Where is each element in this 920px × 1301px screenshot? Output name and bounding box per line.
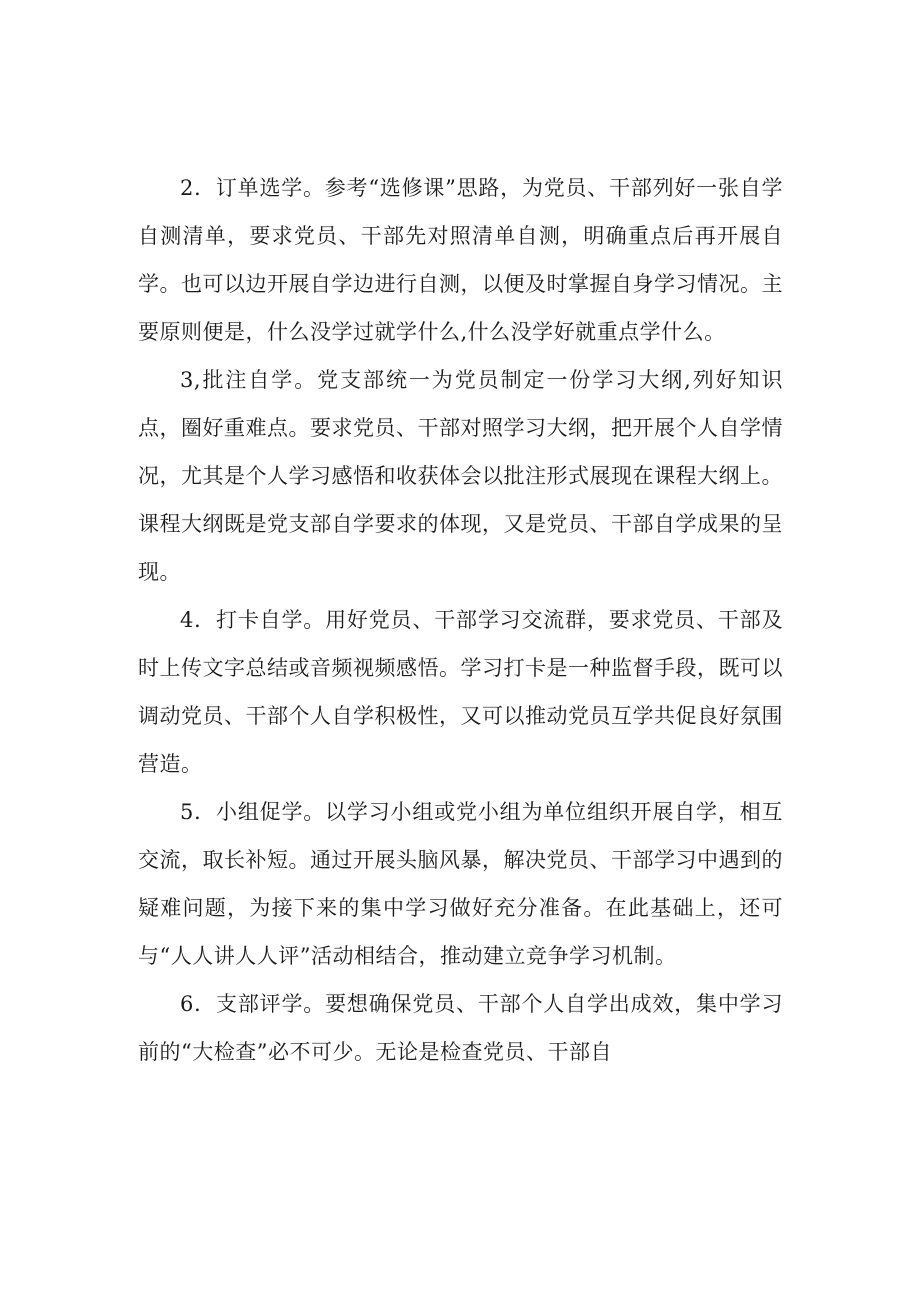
paragraph-group-study: 5．小组促学。以学习小组或党小组为单位组织开展自学，相互交流，取长补短。通过开展头脑风暴，解决党员、干部学习中遇到的疑难问题，为接下来的集中学习做好充分准备。在此基础上，还可与“人人讲人人评”活动相结合，推动建立竞争学习机制。	[138, 800, 783, 968]
paragraph-order-study: 2．订单选学。参考“选修课”思路，为党员、干部列好一张自学自测清单，要求党员、干部先对照清单自测，明确重点后再开展自学。也可以边开展自学边进行自测，以便及时掌握自身学习情况。主要原则便是，什么没学过就学什么,什么没学好就重点学什么。	[138, 176, 783, 344]
paragraph-checkin-study: 4．打卡自学。用好党员、干部学习交流群，要求党员、干部及时上传文字总结或音频视频感悟。学习打卡是一种监督手段，既可以调动党员、干部个人自学积极性，又可以推动党员互学共促良好氛围营造。	[138, 608, 783, 776]
document-body	[138, 164, 783, 1076]
paragraph-annotate-study: 3,批注自学。党支部统一为党员制定一份学习大纲,列好知识点，圈好重难点。要求党员、干部对照学习大纲，把开展个人自学情况，尤其是个人学习感悟和收获体会以批注形式展现在课程大纲上。课程大纲既是党支部自学要求的体现，又是党员、干部自学成果的呈现。	[138, 368, 783, 584]
paragraph-branch-review: 6．支部评学。要想确保党员、干部个人自学出成效，集中学习前的“大检查”必不可少。无论是检查党员、干部自	[138, 992, 783, 1064]
